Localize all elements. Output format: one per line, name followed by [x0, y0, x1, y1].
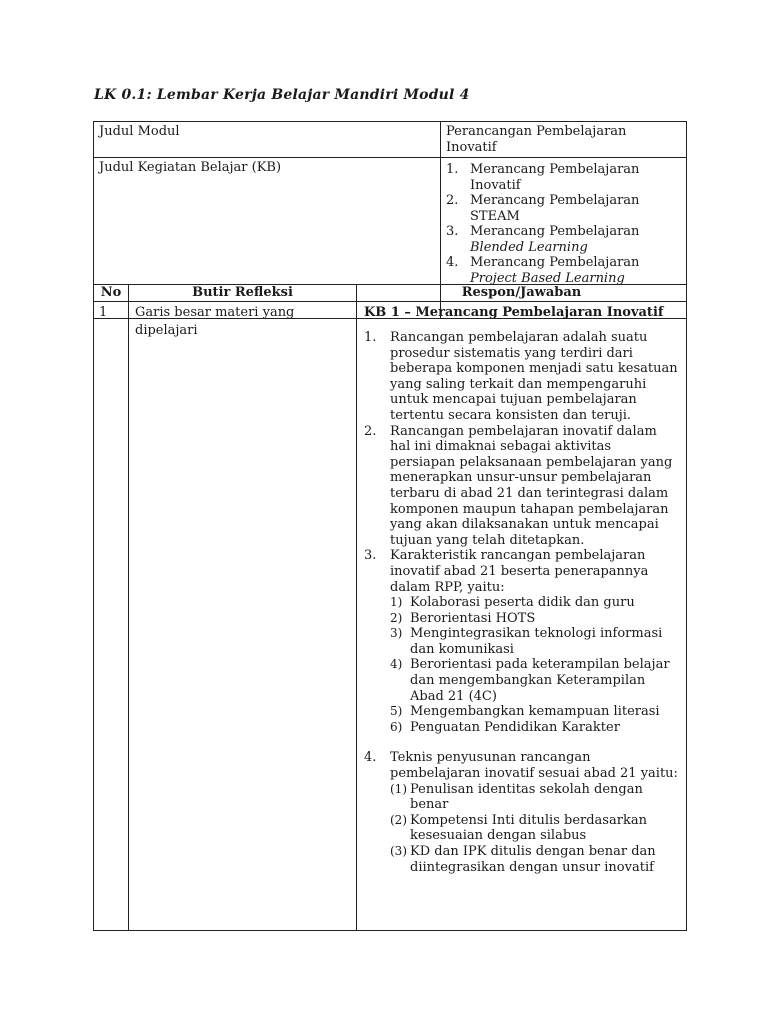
- row-number: 1: [94, 302, 129, 931]
- characteristic-number: 2): [390, 610, 403, 625]
- technique-item: [390, 813, 680, 844]
- technique-number: (1): [390, 781, 407, 796]
- kb-heading: KB 1 – Merancang Pembelajaran Inovatif: [364, 305, 664, 320]
- kb-list: [446, 162, 681, 286]
- technique-text: KD dan IPK ditulis dengan benar dan diintegrasikan dengan unsur inovatif: [410, 844, 656, 875]
- response-point: [364, 424, 680, 549]
- characteristic-item: [390, 595, 680, 611]
- characteristic-text: Mengintegrasikan teknologi informasi dan komunikasi: [410, 626, 663, 657]
- response-point: [364, 750, 680, 875]
- kb-item-text-wrap: [470, 255, 681, 286]
- reflection-table: [93, 284, 687, 931]
- header-no: No: [94, 285, 129, 302]
- response-point: [364, 330, 680, 424]
- point-text: Rancangan pembelajaran adalah suatu prosedur sistematis yang terdiri dari beberapa komponen menjadi satu kesatuan yang saling terkait dan mempengaruhi untuk mencapai tujuan pembelajaran tertentu secara konsisten dan teruji.: [390, 330, 678, 423]
- kb-item-number: 4.: [446, 255, 459, 270]
- kb-item-italic: Blended Learning: [470, 239, 588, 255]
- kb-item-text-wrap: [470, 224, 681, 255]
- module-title-label: Judul Modul: [94, 122, 441, 158]
- characteristics-list: [390, 595, 680, 735]
- kb-item-number: 2.: [446, 193, 459, 208]
- characteristic-text: Berorientasi HOTS: [410, 610, 536, 626]
- row-butir: Garis besar materi yang dipelajari: [129, 302, 357, 931]
- characteristic-number: 4): [390, 657, 403, 672]
- technique-item: [390, 844, 680, 875]
- technique-text: Kompetensi Inti ditulis berdasarkan kesesuaian dengan silabus: [410, 812, 647, 844]
- technique-number: (2): [390, 812, 407, 827]
- kb-item-italic: Project Based Learning: [470, 270, 625, 286]
- techniques-list: [390, 782, 680, 876]
- characteristic-text: Mengembangkan kemampuan literasi: [410, 704, 660, 720]
- kb-list-item: [446, 162, 681, 193]
- point-body: [390, 750, 680, 875]
- characteristic-number: 6): [390, 719, 403, 734]
- point-text: Karakteristik rancangan pembelajaran inovatif abad 21 beserta penerapannya dalam RPP, yaitu:: [390, 548, 649, 595]
- characteristic-item: [390, 626, 680, 657]
- header-respon: Respon/Jawaban: [357, 285, 687, 302]
- reflection-row: [94, 302, 687, 931]
- reflection-header-row: [94, 285, 687, 302]
- kb-list-item: [446, 224, 681, 255]
- technique-number: (3): [390, 844, 407, 858]
- kb-item-text: Merancang Pembelajaran: [470, 224, 640, 239]
- module-title-row: [94, 122, 687, 158]
- row-response: [357, 302, 687, 931]
- document-title: LK 0.1: Lembar Kerja Belajar Mandiri Modul 4: [94, 87, 470, 103]
- point-number: 1.: [364, 330, 377, 345]
- characteristic-item: [390, 611, 680, 627]
- response-points-cont: [364, 750, 680, 875]
- response-point: [364, 548, 680, 735]
- point-body: [390, 548, 680, 735]
- spacer: [364, 735, 680, 750]
- technique-text: Penulisan identitas sekolah dengan benar: [410, 781, 643, 813]
- point-number: 2.: [364, 423, 377, 439]
- kb-item-text: Merancang Pembelajaran: [470, 255, 640, 270]
- kb-list-item: [446, 255, 681, 286]
- characteristic-text: Berorientasi pada keterampilan belajar dan mengembangkan Keterampilan Abad 21 (4C): [410, 657, 670, 704]
- kb-item-text: Merancang Pembelajaran Inovatif: [470, 162, 640, 193]
- characteristic-number: 1): [390, 595, 403, 610]
- kb-list-item: [446, 193, 681, 224]
- kb-item-number: 1.: [446, 162, 459, 177]
- point-text: Rancangan pembelajaran inovatif dalam hal ini dimaknai sebagai aktivitas persiapan pelaksanaan pembelajaran yang menerapkan unsur-unsur pembelajaran terbaru di abad 21 dan terintegrasi dalam komponen maupun tahapan pembelajaran yang akan dilaksanakan untuk mencapai tujuan yang telah ditetapkan.: [390, 423, 673, 548]
- point-number: 3.: [364, 548, 377, 564]
- technique-item: [390, 782, 680, 813]
- characteristic-number: 5): [390, 704, 403, 719]
- characteristic-text: Kolaborasi peserta didik dan guru: [410, 595, 635, 611]
- characteristic-item: [390, 704, 680, 720]
- characteristic-item: [390, 657, 680, 704]
- module-title-value: Perancangan Pembelajaran Inovatif: [441, 122, 687, 158]
- response-points: [364, 330, 680, 735]
- characteristic-text: Penguatan Pendidikan Karakter: [410, 719, 620, 735]
- header-butir: Butir Refleksi: [129, 285, 357, 302]
- kb-item-text: Merancang Pembelajaran STEAM: [470, 193, 640, 224]
- characteristic-item: [390, 720, 680, 736]
- kb-item-number: 3.: [446, 224, 459, 239]
- point-number: 4.: [364, 750, 377, 766]
- characteristic-number: 3): [390, 626, 403, 641]
- point-text: Teknis penyusunan rancangan pembelajaran inovatif sesuai abad 21 yaitu:: [390, 750, 678, 782]
- kb-title-label: Judul Kegiatan Belajar (KB): [94, 158, 441, 319]
